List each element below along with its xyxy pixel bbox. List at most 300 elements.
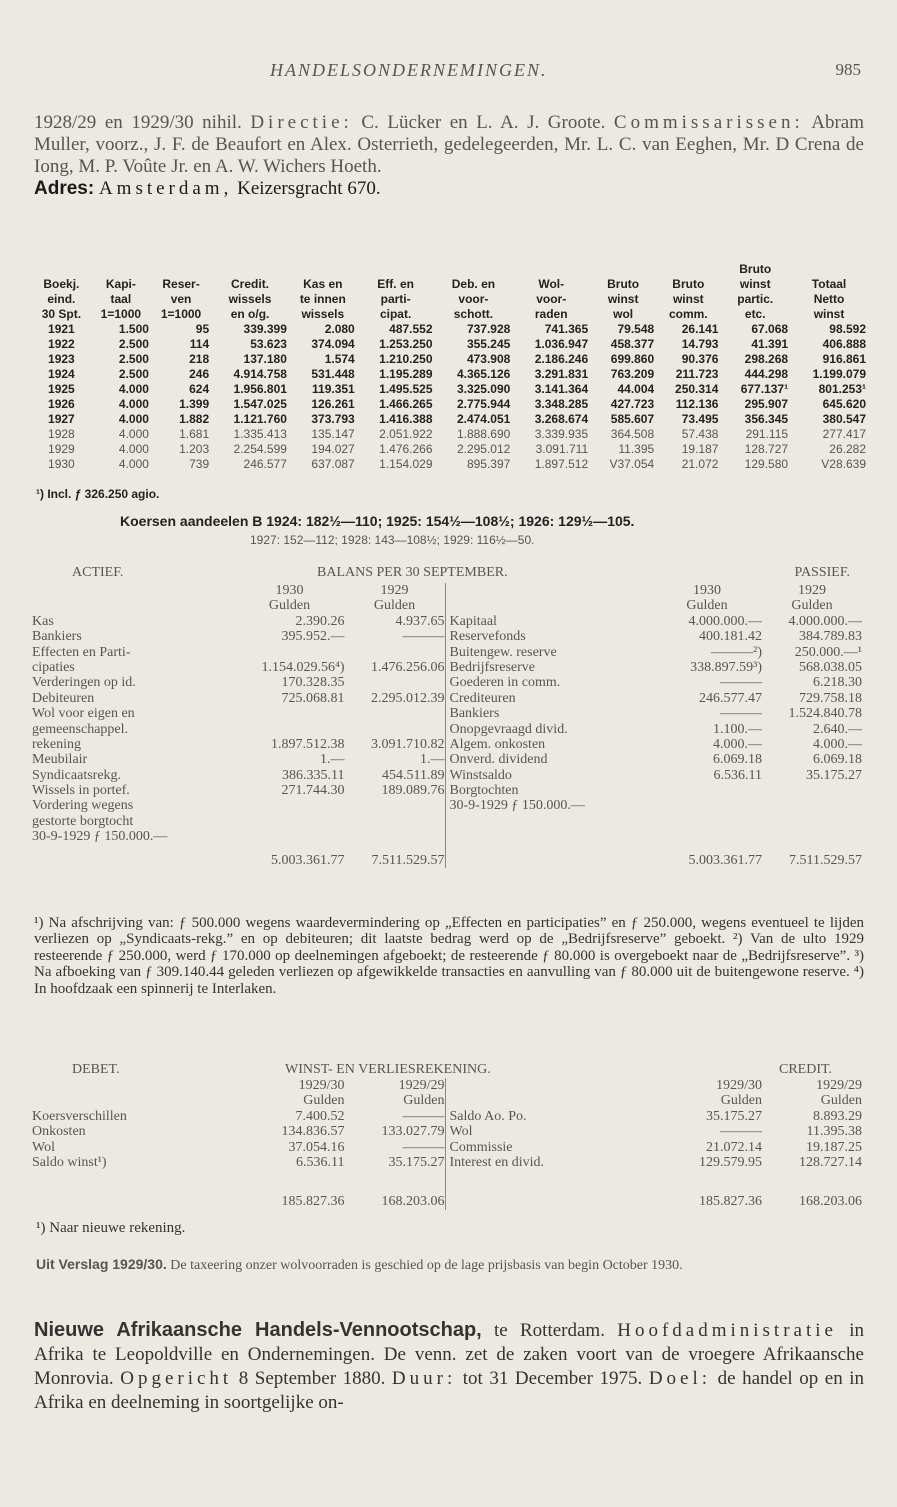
total-value: 7.511.529.57 <box>371 852 445 868</box>
statistics-cell: V28.639 <box>821 457 866 471</box>
account-row <box>450 1140 863 1155</box>
statistics-cell: 4.000 <box>118 397 149 411</box>
credit-label: CREDIT. <box>778 1062 832 1077</box>
verslag-text: De taxeering onzer wolvoorraden is geschied op de lage prijsbasis van begin October 1930. <box>170 1258 683 1273</box>
account-label: gestorte borgtocht <box>32 813 134 829</box>
statistics-cell: 2.500 <box>118 367 149 381</box>
account-row <box>32 783 445 798</box>
statistics-cell: 298.268 <box>744 352 789 366</box>
statistics-cell: 364.508 <box>610 427 655 441</box>
statistics-cell: 1.210.250 <box>379 352 433 366</box>
account-row <box>32 722 445 737</box>
statistics-cell: 79.548 <box>617 322 655 336</box>
account-row <box>32 1124 445 1139</box>
debet-year-row <box>32 1078 445 1093</box>
amount-current <box>235 829 345 844</box>
amount-previous: 1.476.256.06 <box>371 659 445 675</box>
statistics-row <box>32 397 868 412</box>
statistics-cell: 1.574 <box>324 352 355 366</box>
column-header-part <box>211 262 289 277</box>
statistics-cell: 218 <box>189 352 210 366</box>
account-label: Wol voor eigen en <box>32 706 135 722</box>
column-header-part: ven <box>170 292 192 306</box>
intro-paragraph <box>34 112 864 178</box>
statistics-cell: 67.068 <box>751 322 789 336</box>
amount-previous <box>762 783 862 798</box>
account-row <box>32 814 445 829</box>
statistics-cell: 1.203 <box>179 442 210 456</box>
unit-label: Gulden <box>373 598 416 614</box>
statistics-cell: 895.397 <box>466 457 511 471</box>
amount-current: 1.897.512.38 <box>271 736 345 752</box>
account-row <box>450 752 863 767</box>
column-header-part: Bruto <box>739 262 772 276</box>
statistics-cell: 677.137¹ <box>740 382 789 396</box>
account-row <box>450 645 863 660</box>
unit-label: Gulden <box>268 598 311 614</box>
column-header-part: winst <box>672 292 704 306</box>
debet-label: DEBET. <box>72 1062 120 1077</box>
column-header-part: 30 Spt. <box>41 307 82 321</box>
account-label: Reservefonds <box>449 629 526 645</box>
amount-previous: ——— <box>402 1108 445 1124</box>
statistics-cell: 3.141.364 <box>534 382 589 396</box>
duur-text: tot 31 December 1975. <box>462 1368 643 1389</box>
statistics-cell: 645.620 <box>822 397 866 411</box>
statistics-cell: 128.727 <box>744 442 789 456</box>
account-label: rekening <box>32 736 81 752</box>
amount-previous: 2.295.012.39 <box>371 690 445 706</box>
statistics-cell: 57.438 <box>681 427 719 441</box>
account-row <box>32 1155 445 1170</box>
next-company-entry <box>34 1318 864 1415</box>
dividend-note: 1928/29 en 1929/30 nihil. <box>34 112 242 133</box>
share-prices-line2: 1927: 152—112; 1928: 143—108½; 1929: 116½—50. <box>250 533 535 547</box>
column-header-part: taal <box>110 292 132 306</box>
year-1929: 1929 <box>798 583 826 598</box>
statistics-cell: 1.466.265 <box>379 397 433 411</box>
balance-footnotes <box>34 915 864 997</box>
statistics-cell: 355.245 <box>466 337 511 351</box>
account-label: Algem. onkosten <box>449 736 546 752</box>
statistics-body <box>32 322 868 472</box>
statistics-cell: 14.793 <box>681 337 719 351</box>
account-row <box>32 752 445 767</box>
statistics-cell: 531.448 <box>311 367 355 381</box>
account-label: Commissie <box>449 1139 513 1155</box>
account-label <box>450 1093 653 1108</box>
amount-current: 400.181.42 <box>699 629 762 645</box>
statistics-cell: 916.861 <box>822 352 866 366</box>
column-header-part: raden <box>534 307 568 321</box>
account-label: gemeenschappel. <box>32 721 129 737</box>
statistics-header-row <box>32 277 868 292</box>
pl-footnote: ¹) Naar nieuwe rekening. <box>36 1220 186 1236</box>
amount-current: 21.072.14 <box>706 1139 762 1155</box>
statistics-cell: 1.888.690 <box>456 427 511 441</box>
amount-current: 246.577.47 <box>699 690 762 706</box>
amount-previous: 35.175.27 <box>806 767 862 783</box>
statistics-cell: 137.180 <box>243 352 287 366</box>
statistics-cell: 4.365.126 <box>456 367 511 381</box>
pl-header <box>32 1062 862 1078</box>
total-value: 168.203.06 <box>799 1194 862 1210</box>
actief-label: ACTIEF. <box>72 565 124 580</box>
commissarissen-text: Abram Muller, voorz., J. F. de Beaufort en Alex. Osterrieth, gedelegeerden, Mr. L. C. van Eeghen, Mr. D Crena de Iong, M. P. Voûte Jr. en A. W. Wichers Hoeth. <box>34 112 865 177</box>
account-label: Kapitaal <box>449 613 497 629</box>
statistics-cell: 374.094 <box>311 337 355 351</box>
account-row <box>32 798 445 813</box>
total-value: 5.003.361.77 <box>688 852 762 868</box>
statistics-cell: 1929 <box>48 442 75 456</box>
statistics-cell: 406.888 <box>822 337 866 351</box>
account-row <box>32 675 445 690</box>
statistics-header-row <box>32 262 868 277</box>
statistics-cell: 3.325.090 <box>456 382 511 396</box>
statistics-cell: 246.577 <box>243 457 287 471</box>
amount-current <box>235 706 345 721</box>
account-label: Onkosten <box>32 1124 86 1140</box>
amount-current: 338.897.59³) <box>690 659 762 675</box>
amount-current: 129.579.95 <box>699 1154 762 1170</box>
statistics-cell: 3.268.674 <box>534 412 589 426</box>
account-row <box>32 706 445 721</box>
statistics-cell: 291.115 <box>745 427 789 441</box>
statistics-cell: 1928 <box>48 427 75 441</box>
amount-previous <box>345 706 445 721</box>
statistics-cell: 2.500 <box>118 352 149 366</box>
total-value: 5.003.361.77 <box>271 852 345 868</box>
statistics-cell: 19.187 <box>681 442 719 456</box>
statistics-cell: 3.291.831 <box>534 367 589 381</box>
amount-current: 386.335.11 <box>282 767 345 783</box>
unit-label: Gulden <box>403 1093 445 1109</box>
actief-unit-row <box>32 598 445 613</box>
account-row <box>32 614 445 629</box>
account-label: Goederen in comm. <box>449 675 561 691</box>
year-label: 1929/30 <box>298 1078 345 1093</box>
statistics-cell: 1.956.801 <box>233 382 287 396</box>
actief-column <box>32 583 445 868</box>
statistics-cell: 1924 <box>48 367 75 381</box>
statistics-cell: 1.681 <box>179 427 210 441</box>
account-label: Bankiers <box>32 629 82 645</box>
column-header-part <box>590 262 656 277</box>
amount-previous: 2.640.— <box>813 721 862 737</box>
statistics-footnote: ¹) Incl. ƒ 326.250 agio. <box>36 487 160 501</box>
account-row <box>32 629 445 644</box>
amount-current: 725.068.81 <box>281 690 345 706</box>
account-row <box>32 768 445 783</box>
statistics-cell: 21.072 <box>681 457 719 471</box>
amount-previous: 1.524.840.78 <box>788 706 862 722</box>
debet-column <box>32 1078 445 1210</box>
statistics-cell: 1923 <box>48 352 75 366</box>
unit-label: Gulden <box>820 1093 862 1109</box>
account-label: Wissels in portef. <box>32 783 130 799</box>
account-label: Winstsaldo <box>449 767 512 783</box>
amount-previous: 568.038.05 <box>799 659 862 675</box>
column-header-part: te innen <box>299 292 346 306</box>
amount-previous <box>345 829 445 844</box>
account-row <box>32 1140 445 1155</box>
statistics-cell: 90.376 <box>681 352 719 366</box>
amount-previous <box>345 675 445 690</box>
credit-column <box>445 1078 863 1210</box>
amount-previous <box>345 722 445 737</box>
statistics-cell: 1.547.025 <box>233 397 287 411</box>
account-row <box>450 768 863 783</box>
account-row <box>32 660 445 675</box>
total-value: 168.203.06 <box>381 1194 445 1210</box>
statistics-cell: 2.186.246 <box>534 352 589 366</box>
debet-total-row <box>32 1194 445 1209</box>
account-row <box>450 691 863 706</box>
account-label: Wol <box>32 1139 55 1155</box>
statistics-cell: 277.417 <box>822 427 866 441</box>
amount-current: ——— <box>720 706 762 722</box>
statistics-cell: 1.253.250 <box>379 337 433 351</box>
statistics-cell: 1926 <box>48 397 75 411</box>
statistics-cell: 26.282 <box>829 442 866 456</box>
hoofdadministratie-text: in Afrika te Leopoldville en Ondernemingen. De venn. zet de zaken voort van de vroegere Afrikaansche Monrovia. <box>34 1320 865 1389</box>
address-line <box>34 178 864 200</box>
statistics-cell: 373.793 <box>311 412 355 426</box>
column-header-part: voor- <box>536 292 567 306</box>
statistics-cell: 2.254.599 <box>233 442 287 456</box>
statistics-cell: 119.351 <box>312 382 355 396</box>
unit-label: Gulden <box>791 598 833 614</box>
statistics-cell: 4.000 <box>118 442 149 456</box>
column-header-part: Bruto <box>607 277 640 291</box>
column-header-part: Totaal <box>811 277 847 291</box>
passief-total-row <box>450 853 863 868</box>
amount-current: 1.— <box>320 752 345 768</box>
account-label: Onopgevraagd divid. <box>449 721 568 737</box>
balance-sheet <box>32 565 862 868</box>
directie-label: Directie: <box>250 112 353 133</box>
column-header-part: parti- <box>380 292 411 306</box>
statistics-cell: 1.476.266 <box>379 442 433 456</box>
amount-previous <box>762 798 862 813</box>
statistics-cell: 1.399 <box>179 397 210 411</box>
account-row <box>450 1124 863 1139</box>
statistics-cell: 2.500 <box>118 337 149 351</box>
commissarissen-label: Commissarissen: <box>613 112 804 133</box>
account-label: Verderingen op id. <box>32 675 136 691</box>
passief-unit-row <box>450 598 863 613</box>
amount-current: 35.175.27 <box>706 1108 762 1124</box>
account-label: Debiteuren <box>32 690 95 706</box>
account-label: Wol <box>449 1124 473 1140</box>
amount-previous: 1.— <box>420 752 445 768</box>
amount-current: 395.952.— <box>281 629 345 645</box>
statistics-row <box>32 322 868 337</box>
company-name: Nieuwe Afrikaansche Handels-Vennootschap, <box>34 1319 482 1341</box>
doel-text: de handel op en in Afrika en deelneming in soortgelijke on- <box>34 1368 865 1413</box>
doel-label: Doel: <box>648 1368 712 1389</box>
amount-previous: ——— <box>402 629 445 645</box>
statistics-cell: 295.907 <box>744 397 789 411</box>
statistics-cell: 211.723 <box>675 367 719 381</box>
statistics-row <box>32 367 868 382</box>
balance-footnotes-text: ¹) Na afschrijving van: ƒ 500.000 wegens waardevermindering op „Effecten en participaties” en ƒ 250.000, wegens eventueel te lijden verliezen op „Syndicaats-rekg.” en op debiteuren; dit laatste bedrag werd op de „Bedrijfsreserve” geboekt. ²) Van de ulto 1929 resteerende ƒ 250.000, werd ƒ 170.000 op deelnemingen afgeboekt; de resteerende ƒ 80.000 is overgeboekt naar de „Bedrijfsreserve”. ³) Na afboeking van ƒ 309.140.44 geleden verliezen op afgewikkelde transacties en aanvulling van ƒ 80.000 uit de buitengewone reserve. ⁴) In hoofdzaak een spinnerij te Interlaken. <box>34 915 864 997</box>
debet-unit-row <box>32 1093 445 1108</box>
account-label: Vordering wegens <box>32 798 134 814</box>
column-header-part: 1=1000 <box>100 307 142 321</box>
column-header-part: schott. <box>453 307 494 321</box>
statistics-cell: 26.141 <box>681 322 719 336</box>
amount-current: 2.390.26 <box>295 613 345 629</box>
account-label: Onverd. dividend <box>449 752 548 768</box>
statistics-cell: 427.723 <box>610 397 655 411</box>
account-row <box>450 1155 863 1170</box>
actief-year-row <box>32 583 445 598</box>
year-1930: 1930 <box>693 583 721 598</box>
year-1929: 1929 <box>380 583 409 598</box>
pl-title: WINST- EN VERLIESREKENING. <box>285 1062 491 1077</box>
account-label: 30-9-1929 ƒ 150.000.— <box>32 829 168 845</box>
amount-current <box>652 798 762 813</box>
column-header-part: Boekj. <box>43 277 80 291</box>
running-header <box>0 60 897 84</box>
statistics-header <box>32 262 868 322</box>
account-row <box>32 691 445 706</box>
column-header-part: en o/g. <box>230 307 270 321</box>
unit-label: Gulden <box>686 598 728 614</box>
amount-previous: 35.175.27 <box>388 1154 445 1170</box>
account-label: Effecten en Parti- <box>32 644 131 660</box>
amount-current: 4.000.000.— <box>688 613 762 629</box>
account-row <box>450 1109 863 1124</box>
amount-previous: ——— <box>402 1139 445 1155</box>
account-label: Bedrijfsreserve <box>449 659 536 675</box>
credit-total-row <box>450 1194 863 1209</box>
column-header-part: cipat. <box>379 307 412 321</box>
account-label: Interest en divid. <box>449 1154 544 1170</box>
statistics-cell: 487.552 <box>389 322 433 336</box>
unit-label: Gulden <box>303 1093 345 1109</box>
statistics-cell: 380.547 <box>822 412 866 426</box>
statistics-cell: 4.000 <box>118 412 149 426</box>
statistics-cell: 585.607 <box>610 412 655 426</box>
opgericht-date: 8 September 1880. <box>238 1368 386 1389</box>
column-header-part <box>151 262 211 277</box>
statistics-cell: 98.592 <box>829 322 866 336</box>
total-value: 185.827.36 <box>281 1194 345 1210</box>
passief-column <box>445 583 863 868</box>
year-label: 1929/29 <box>816 1078 862 1093</box>
column-header-part: wissels <box>301 307 345 321</box>
column-header-part: Kapi- <box>105 277 136 291</box>
passief-year-row <box>450 583 863 598</box>
statistics-cell: 624 <box>189 382 210 396</box>
statistics-cell: 699.860 <box>610 352 655 366</box>
column-header-part: 1=1000 <box>160 307 202 321</box>
year-label: 1929/30 <box>716 1078 762 1093</box>
statistics-cell: 246 <box>189 367 210 381</box>
column-header-part: wol <box>613 307 634 321</box>
statistics-row <box>32 442 868 457</box>
account-row <box>450 783 863 798</box>
year-label: 1929/29 <box>398 1078 445 1093</box>
amount-previous: 8.893.29 <box>813 1108 862 1124</box>
statistics-cell: 4.000 <box>118 457 149 471</box>
amount-previous: 128.727.14 <box>799 1154 862 1170</box>
account-label: Saldo Ao. Po. <box>449 1108 527 1124</box>
amount-current: 6.069.18 <box>713 752 762 768</box>
statistics-cell: 1.121.760 <box>233 412 287 426</box>
column-header-part <box>91 262 151 277</box>
adres-city: Amsterdam, <box>98 178 233 199</box>
column-header-part: Eff. en <box>377 277 414 291</box>
unit-label: Gulden <box>720 1093 762 1109</box>
account-row <box>450 737 863 752</box>
opgericht-label: Opgericht <box>120 1368 233 1389</box>
profit-loss-account <box>32 1062 862 1210</box>
statistics-cell: 3.339.935 <box>534 427 589 441</box>
amount-current: 37.054.16 <box>288 1139 345 1155</box>
statistics-cell: 112.136 <box>675 397 719 411</box>
amount-previous <box>345 814 445 829</box>
statistics-cell: 339.399 <box>243 322 287 336</box>
column-header-part: partic. <box>737 292 774 306</box>
statistics-row <box>32 382 868 397</box>
account-label: 30-9-1929 ƒ 150.000.— <box>449 798 585 814</box>
amount-current: ——— <box>720 675 762 691</box>
amount-previous: 6.218.30 <box>813 675 862 691</box>
statistics-cell: 135.147 <box>311 427 355 441</box>
statistics-cell: 1925 <box>48 382 75 396</box>
column-header-part: Credit. <box>231 277 270 291</box>
duur-label: Duur: <box>391 1368 457 1389</box>
column-header-part: Bruto <box>672 277 705 291</box>
column-header-part <box>435 262 513 277</box>
statistics-cell: 1930 <box>48 457 75 471</box>
statistics-cell: 458.377 <box>610 337 655 351</box>
amount-current: 271.744.30 <box>281 783 345 799</box>
directie-text: C. Lücker en L. A. J. Groote. <box>361 112 606 133</box>
statistics-cell: 1922 <box>48 337 75 351</box>
account-row <box>450 798 863 813</box>
year-1930: 1930 <box>275 583 304 598</box>
statistics-cell: 1.897.512 <box>534 457 589 471</box>
column-header-part: voor- <box>458 292 489 306</box>
column-header-part: winst <box>607 292 639 306</box>
amount-previous: 729.758.18 <box>799 690 862 706</box>
account-label: Syndicaatsrekg. <box>32 767 122 783</box>
amount-previous <box>762 1093 862 1108</box>
account-row <box>32 737 445 752</box>
column-header-part: winst <box>739 277 771 291</box>
statistics-header-row <box>32 307 868 322</box>
column-header-part: eind. <box>47 292 76 306</box>
company-intro <box>34 112 864 200</box>
amount-previous <box>345 798 445 813</box>
account-row <box>32 645 445 660</box>
column-header-part: comm. <box>668 307 708 321</box>
column-header-part: Netto <box>813 292 845 306</box>
account-row <box>450 722 863 737</box>
page-number: 985 <box>835 60 861 79</box>
statistics-cell: 1921 <box>48 322 75 336</box>
statistics-cell: 1.154.029 <box>379 457 433 471</box>
account-row <box>450 660 863 675</box>
statistics-cell: 4.000 <box>118 427 149 441</box>
statistics-cell: 739 <box>189 457 210 471</box>
statistics-cell: 1.199.079 <box>812 367 866 381</box>
statistics-cell: 1.500 <box>118 322 149 336</box>
